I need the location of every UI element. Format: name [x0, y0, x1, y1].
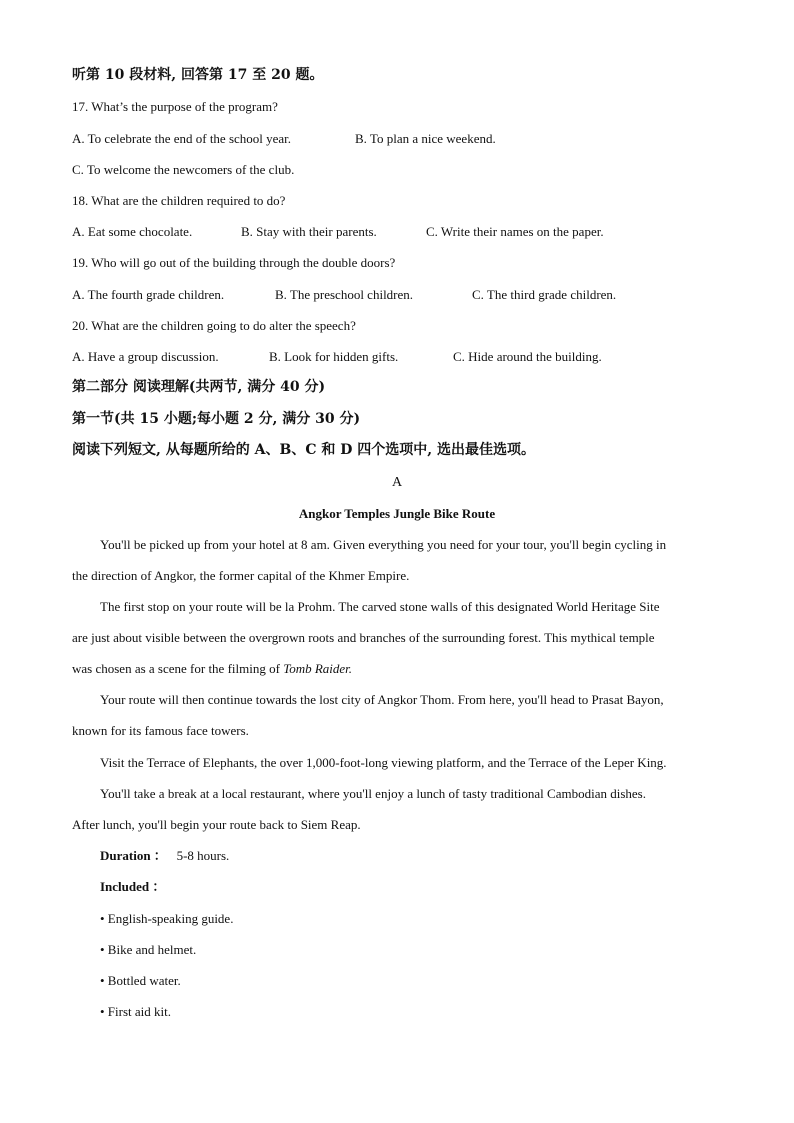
included-item-guide: • English-speaking guide. — [100, 911, 234, 926]
q19-option-b: B. The preschool children. — [275, 287, 414, 302]
duration-label: Duration ： — [100, 848, 167, 863]
q20-option-c: C. Hide around the building. — [453, 349, 602, 364]
paragraph-2-line-3 — [72, 660, 352, 678]
paragraph-1-line-2: the direction of Angkor, the former capital of the Khmer Empire. — [72, 568, 410, 583]
q20-option-b: B. Look for hidden gifts. — [269, 349, 399, 364]
included-item-bike: • Bike and helmet. — [100, 942, 197, 957]
reading-instruction: 阅读下列短文, 从每题所给的 A、B、C 和 D 四个选项中, 选出最佳选项。 — [72, 442, 535, 458]
q19-option-c: C. The third grade children. — [472, 287, 617, 302]
q17-option-c: C. To welcome the newcomers of the club. — [72, 162, 295, 177]
duration-value: 5-8 hours. — [176, 848, 230, 863]
question-17: 17. What’s the purpose of the program? — [72, 99, 278, 114]
passage-title: Angkor Temples Jungle Bike Route — [298, 506, 496, 521]
paragraph-2-line-3-text: was chosen as a scene for the filming of — [72, 661, 284, 676]
included-item-water: • Bottled water. — [100, 973, 181, 988]
paragraph-1-line-1: You'll be picked up from your hotel at 8 am. Given everything you need for your tour, you'll begin cycling in — [100, 537, 667, 552]
q17-option-a: A. To celebrate the end of the school year. — [72, 131, 292, 146]
q18-option-a: A. Eat some chocolate. — [72, 224, 193, 239]
q18-option-b: B. Stay with their parents. — [241, 224, 377, 239]
paragraph-3-line-2: known for its famous face towers. — [72, 723, 249, 738]
q18-option-c: C. Write their names on the paper. — [426, 224, 604, 239]
movie-title: Tomb Raider. — [283, 661, 353, 676]
duration-line — [100, 847, 229, 865]
question-20: 20. What are the children going to do alter the speech? — [72, 318, 356, 333]
paragraph-4: Visit the Terrace of Elephants, the over 1,000-foot-long viewing platform, and the Terrace of the Leper King. — [100, 755, 667, 770]
passage-letter: A — [391, 475, 403, 490]
paragraph-3-line-1: Your route will then continue towards the lost city of Angkor Thom. From here, you'll head to Prasat Bayon, — [100, 692, 664, 707]
part-two-header: 第二部分 阅读理解(共两节, 满分 40 分) — [72, 379, 326, 395]
paragraph-5-line-2: After lunch, you'll begin your route back to Siem Reap. — [72, 817, 361, 832]
paragraph-5-line-1: You'll take a break at a local restaurant, where you'll enjoy a lunch of tasty traditional Cambodian dishes. — [100, 786, 646, 801]
question-19: 19. Who will go out of the building through the double doors? — [72, 255, 396, 270]
listening-header: 听第 10 段材料, 回答第 17 至 20 题。 — [72, 67, 324, 83]
question-18: 18. What are the children required to do? — [72, 193, 286, 208]
section-one-header: 第一节(共 15 小题;每小题 2 分, 满分 30 分) — [72, 411, 361, 427]
paragraph-2-line-2: are just about visible between the overgrown roots and branches of the surrounding forest. This mythical temple — [72, 630, 655, 645]
q20-option-a: A. Have a group discussion. — [72, 349, 219, 364]
q17-option-b: B. To plan a nice weekend. — [355, 131, 496, 146]
q19-option-a: A. The fourth grade children. — [72, 287, 225, 302]
included-item-first-aid: • First aid kit. — [100, 1004, 171, 1019]
paragraph-2-line-1: The first stop on your route will be la Prohm. The carved stone walls of this designated World Heritage Site — [100, 599, 660, 614]
included-label: Included ： — [100, 879, 166, 894]
